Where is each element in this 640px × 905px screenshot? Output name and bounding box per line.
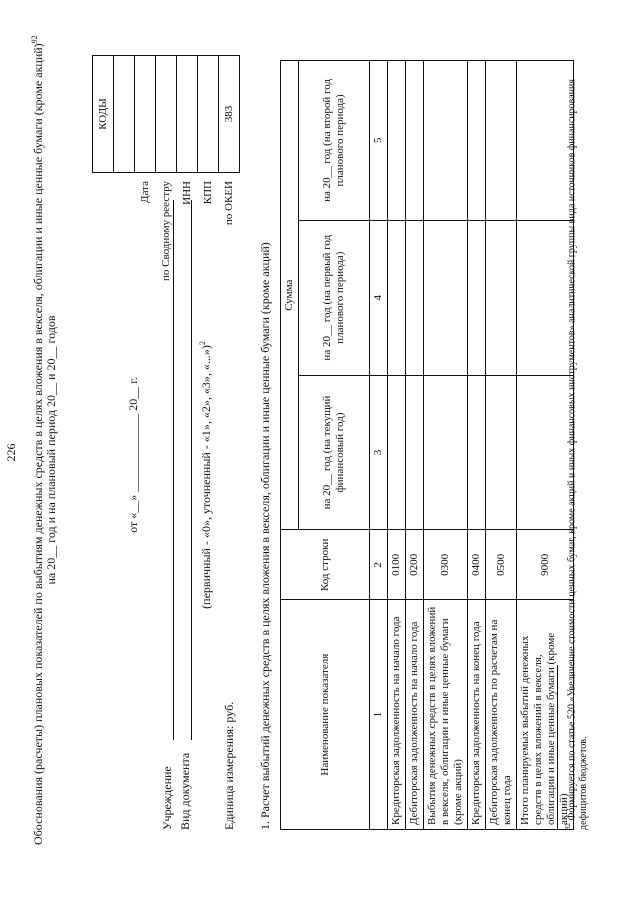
doc-type-note-ref: 2 bbox=[198, 341, 207, 346]
page-number: 226 bbox=[4, 443, 18, 462]
column-number: 1 bbox=[370, 600, 388, 830]
date-line: от «__» _____________ 20__ г. bbox=[126, 377, 140, 533]
row-value-year2[interactable] bbox=[468, 220, 486, 375]
footnote-text: Формируется по статье 520 «Увеличение стоимости ценных бумаг, кроме акций и иных финансовых инструментов» аналитической группы вида источников финансирования дефицитов бюджетов. bbox=[566, 79, 590, 830]
column-number: 3 bbox=[370, 375, 388, 530]
row-value-year3[interactable] bbox=[388, 61, 406, 221]
codes-row-value[interactable] bbox=[177, 56, 198, 173]
title-period-line: на 20__ год и на плановый период 20__ и 20__ годов bbox=[44, 315, 58, 585]
codes-row-kpp bbox=[198, 56, 219, 316]
table-row bbox=[486, 61, 517, 830]
footnote-divider bbox=[557, 665, 558, 830]
column-number-row bbox=[370, 61, 388, 830]
title-footnote-ref: 92 bbox=[30, 35, 39, 44]
institution-label: Учреждение bbox=[160, 766, 174, 830]
codes-row-registry bbox=[156, 56, 177, 316]
row-value-year3[interactable] bbox=[424, 61, 468, 221]
row-value-year1[interactable] bbox=[424, 375, 468, 530]
column-number: 4 bbox=[370, 220, 388, 375]
row-value-year1[interactable] bbox=[388, 375, 406, 530]
header-year3: на 20__ год (на второй год планового периода) bbox=[299, 61, 370, 221]
codes-box bbox=[92, 55, 240, 315]
title-line1: Обоснования (расчеты) плановых показателей по выбытиям денежных средств в целях вложения в векселя, облигации и иные ценные бумаги (кроме акций) bbox=[31, 43, 45, 845]
row-value-year3[interactable] bbox=[468, 61, 486, 221]
row-code: 0200 bbox=[406, 530, 424, 600]
row-name: Кредиторская задолженность на конец года bbox=[468, 600, 486, 830]
codes-row-value[interactable] bbox=[135, 56, 156, 173]
table-row bbox=[424, 61, 468, 830]
column-number: 2 bbox=[370, 530, 388, 600]
header-indicator-name: Наименование показателя bbox=[281, 600, 370, 830]
calculation-table bbox=[280, 60, 574, 830]
codes-row-value[interactable] bbox=[198, 56, 219, 173]
codes-row-label: Дата bbox=[139, 181, 151, 203]
table-row bbox=[468, 61, 486, 830]
codes-row-0 bbox=[114, 56, 135, 316]
table-header-row bbox=[281, 61, 299, 830]
table-row bbox=[388, 61, 406, 830]
codes-row-label: по ОКЕИ bbox=[223, 181, 235, 226]
codes-row-label: ИНН bbox=[181, 181, 193, 205]
row-name: Итого планируемых выбытий денежных средств в целях вложений в векселя, облигации и иные ценные бумаги (кроме акций) bbox=[517, 600, 574, 830]
row-code: 0300 bbox=[424, 530, 468, 600]
row-value-year2[interactable] bbox=[388, 220, 406, 375]
table-row bbox=[406, 61, 424, 830]
codes-row-label: КПП bbox=[202, 181, 214, 205]
codes-row-label bbox=[114, 173, 135, 316]
codes-header-row bbox=[93, 56, 114, 316]
row-name: Дебиторская задолженность на начало года bbox=[406, 600, 424, 830]
row-code: 0400 bbox=[468, 530, 486, 600]
row-code: 0500 bbox=[486, 530, 517, 600]
codes-row-inn bbox=[177, 56, 198, 316]
header-row-code: Код строки bbox=[281, 530, 370, 600]
codes-row-okei bbox=[219, 56, 240, 316]
row-name: Дебиторская задолженность по расчетам на конец года bbox=[486, 600, 517, 830]
row-code: 9000 bbox=[517, 530, 574, 600]
footnote-ref: 92 bbox=[564, 823, 572, 830]
unit-label: Единица измерения: руб. bbox=[222, 701, 236, 830]
row-value-year1[interactable] bbox=[406, 375, 424, 530]
row-value-year1[interactable] bbox=[486, 375, 517, 530]
row-name: Выбытия денежных средств в целях вложений в векселя, облигации и иные ценные бумаги (кроме акций) bbox=[424, 600, 468, 830]
column-number: 5 bbox=[370, 61, 388, 221]
codes-row-label: по Сводному реестру bbox=[160, 181, 172, 281]
document-title bbox=[28, 35, 45, 845]
row-value-year3[interactable] bbox=[406, 61, 424, 221]
codes-header: КОДЫ bbox=[93, 56, 114, 173]
codes-row-date bbox=[135, 56, 156, 316]
row-value-year2[interactable] bbox=[424, 220, 468, 375]
codes-row-value[interactable] bbox=[156, 56, 177, 173]
row-value-year2[interactable] bbox=[406, 220, 424, 375]
section-title: 1. Расчет выбытий денежных средств в целях вложения в векселя, облигации и иные ценные бумаги (кроме акций) bbox=[258, 242, 272, 830]
doc-type-note-text: (первичный - «0», уточненный - «1», «2», «3», «...») bbox=[199, 345, 213, 609]
codes-row-value[interactable] bbox=[114, 56, 135, 173]
header-year2: на 20__ год (на первый год планового периода) bbox=[299, 220, 370, 375]
header-sum: Сумма bbox=[281, 61, 299, 530]
header-year1: на 20__ год (на текущий финансовый год) bbox=[299, 375, 370, 530]
codes-row-value[interactable]: 383 bbox=[219, 56, 240, 173]
row-value-year1[interactable] bbox=[468, 375, 486, 530]
row-value-year2[interactable] bbox=[486, 220, 517, 375]
row-name: Кредиторская задолженность на начало года bbox=[388, 600, 406, 830]
doc-type-label: Вид документа bbox=[178, 752, 192, 830]
row-value-year3[interactable] bbox=[486, 61, 517, 221]
row-code: 0100 bbox=[388, 530, 406, 600]
footnote bbox=[562, 60, 590, 830]
